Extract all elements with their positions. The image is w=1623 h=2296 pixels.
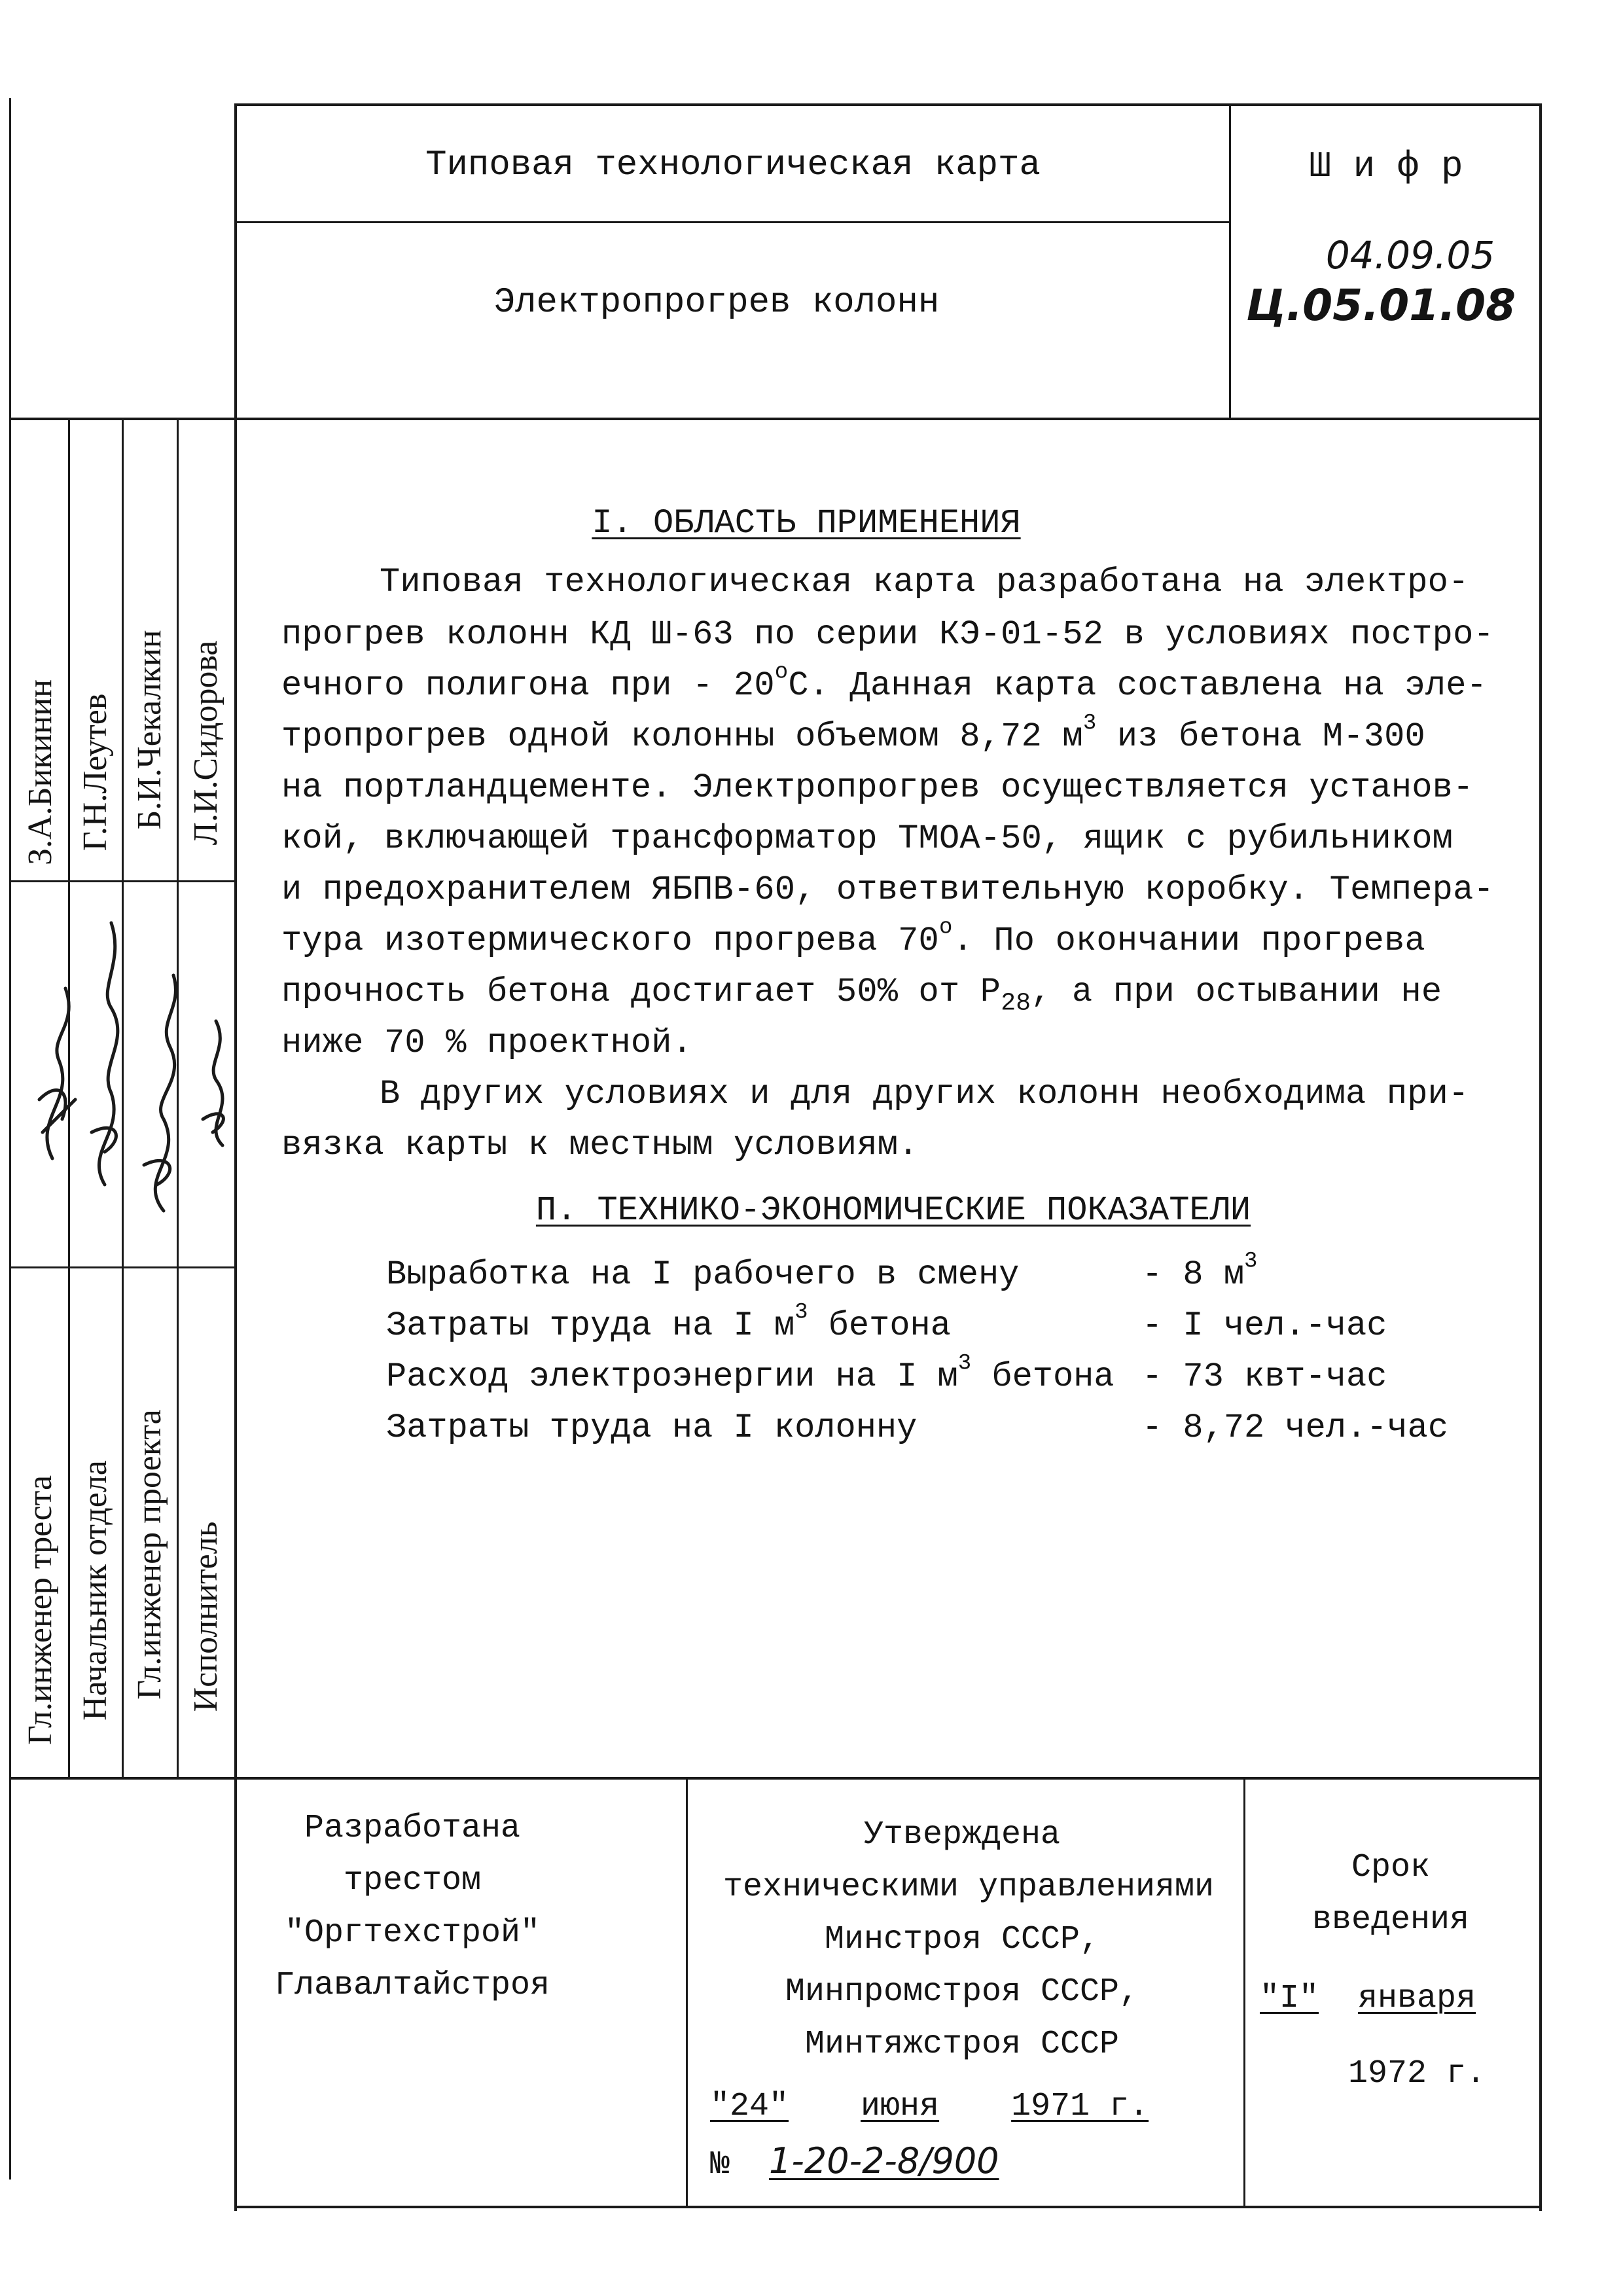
approved-line-3: Минстроя СССР,: [824, 1921, 1100, 1958]
signatures: [13, 884, 236, 1266]
footer-divider-2: [1243, 1777, 1245, 2207]
s1-line-2: прогрев колонн КД Ш-63 по серии КЭ-01-52 в условиях постро-: [281, 615, 1494, 654]
role-chief-engineer-trust: Гл.инженер треста: [22, 1475, 59, 1746]
indicator-row-4-label: Затраты труда на I колонну: [386, 1408, 918, 1447]
term-month: января: [1358, 1980, 1476, 2017]
header-divider-v: [1229, 103, 1231, 418]
term-day: "I": [1260, 1980, 1319, 2017]
role-department-head: Начальник отдела: [77, 1460, 114, 1721]
role-chief-engineer-project: Гл.инженер проекта: [131, 1409, 168, 1700]
indicator-row-2-value: - I чел.-час: [1142, 1306, 1387, 1345]
indicator-row-1-value: - 8 $м^3$: [1142, 1249, 1258, 1294]
developed-line-1: Разработана: [304, 1810, 521, 1847]
developed-line-2: трестом: [343, 1862, 482, 1899]
side-row-line-1: [9, 880, 236, 882]
signature-3: [144, 975, 175, 1211]
indicator-row-3-label: Расход электроэнергии на I $м^3$ бетона: [386, 1351, 1115, 1396]
s1-line-1: Типовая технологическая карта разработана на электро-: [380, 563, 1469, 601]
term-date: [1260, 1980, 1476, 2017]
header-divider-h: [236, 221, 1230, 223]
s1-line-6: кой, включающей трансформатор ТМОА-50, ящик с рубильником: [281, 819, 1454, 858]
indicator-row-4-value: - 8,72 чел.-час: [1142, 1408, 1449, 1447]
indicator-row-3-value: - 73 квт-час: [1142, 1357, 1387, 1396]
approved-number-prefix: №: [710, 2146, 730, 2183]
side-row-line-2: [9, 1266, 236, 1268]
shifr-code-1: 04.09.05: [1325, 233, 1495, 278]
approved-number-line: [710, 2140, 999, 2183]
s1-line-11: В других условиях и для других колонн необходима при-: [380, 1075, 1469, 1113]
s1-line-4: трoпрогрев одной колонны объемом 8,72 $м^3$ из бетона М-300: [281, 711, 1425, 756]
signer-name-1: З.А.Бикинин: [22, 679, 59, 865]
approved-date-day: "24": [710, 2088, 789, 2125]
header-bottom: [9, 418, 1542, 420]
developed-line-4: Главалтайстроя: [274, 1967, 550, 2004]
shifr-label: Ш и ф р: [1309, 145, 1463, 187]
approved-date: [710, 2088, 1149, 2125]
term-line-2: введения: [1311, 1901, 1470, 1939]
signer-name-3: Б.И.Чекалкин: [131, 630, 168, 830]
indicator-row-2-label: Затраты труда на I $м^3$ бетона: [386, 1300, 951, 1345]
card-subtitle: Электропрогрев колонн: [493, 283, 940, 323]
signer-name-2: Г.Н.Леутев: [77, 693, 114, 852]
signature-1: [39, 988, 75, 1158]
indicator-row-1-label: Выработка на I рабочего в смену: [386, 1255, 1020, 1294]
approved-line-5: Минтяжстроя СССР: [804, 2026, 1120, 2063]
s1-line-7: и предохранителем ЯБПВ-60, ответвительную коробку. Темпера-: [281, 870, 1494, 909]
s1-line-10: ниже 70 % проектной.: [281, 1024, 693, 1062]
section-1-heading: I. ОБЛАСТЬ ПРИМЕНЕНИЯ: [592, 504, 1021, 543]
footer-top: [9, 1777, 1542, 1780]
term-line-1: Срок: [1351, 1849, 1431, 1886]
approved-date-month: июня: [861, 2088, 940, 2125]
approved-line-4: Минпромстроя СССР,: [785, 1973, 1139, 2011]
left-margin-line: [9, 98, 11, 2179]
signer-name-4: Л.И.Сидорова: [187, 640, 224, 846]
role-executor: Исполнитель: [187, 1521, 224, 1712]
section-2-heading: П. ТЕХНИКО-ЭКОНОМИЧЕСКИЕ ПОКАЗАТЕЛИ: [535, 1191, 1251, 1230]
footer-divider-1: [686, 1777, 688, 2207]
shifr-code-2: Ц.05.01.08: [1246, 280, 1516, 331]
approved-date-year: 1971 г.: [1011, 2088, 1149, 2125]
developed-line-3: "Оргтехстрой": [284, 1914, 541, 1952]
approved-line-2: техническими управлениями: [722, 1869, 1215, 1906]
approved-number: 1-20-2-8/900: [769, 2140, 999, 2181]
signature-2: [92, 923, 118, 1185]
signature-4: [203, 1021, 223, 1145]
s1-line-12: вязка карты к местным условиям.: [281, 1126, 919, 1164]
s1-line-3: ечного полигона при - $20^оС$. Данная карта составлена на эле-: [281, 660, 1488, 705]
term-year: 1972 г.: [1348, 2055, 1486, 2092]
approved-line-1: Утверждена: [863, 1816, 1061, 1854]
frame-top: [236, 103, 1541, 106]
s1-line-5: на портландцементе. Электропрогрев осуществляется установ-: [281, 768, 1474, 807]
s1-line-9: прочность бетона достигает 50% от $Р_{28}$, а при остывании не: [281, 973, 1442, 1018]
s1-line-8: тура изотермического прогрева $70^о$. По окончании прогрева: [281, 915, 1425, 960]
frame-bottom: [236, 2206, 1541, 2208]
card-title: Типовая технологическая карта: [425, 145, 1041, 185]
